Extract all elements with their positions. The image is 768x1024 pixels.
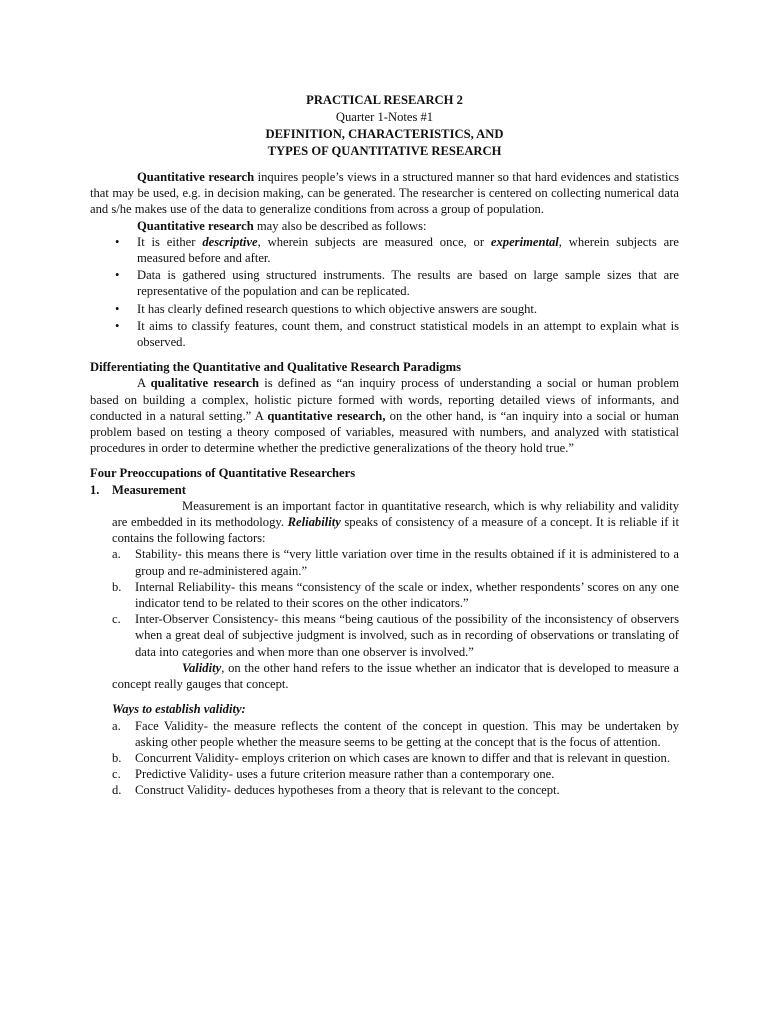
- description-paragraph: [90, 218, 679, 234]
- reliability-factors-list: [90, 546, 679, 659]
- list-marker: b.: [112, 750, 122, 765]
- measurement-text: Measurement is an important factor in quantitative research, which is why reliability and validity are embedded in its methodology.: [112, 498, 679, 530]
- intro-text: inquires people’s views in a structured manner so that hard evidences and statistics that may be used, e.g. in decision making, can be generated. The researcher is centered on collecting numerical data and s/he makes use of the data to generalize conditions from across a group of population.: [90, 170, 679, 217]
- document-heading-line-1: DEFINITION, CHARACTERISTICS, AND: [265, 127, 504, 141]
- list-text: Internal Reliability- this means “consistency of the scale or index, whether respondents’ scores on any one indicator tend to be related to their scores on the other indicators.”: [135, 579, 679, 611]
- term-reliability: Reliability: [287, 515, 341, 530]
- list-text: Concurrent Validity- employs criterion on which cases are known to differ and that is relevant in question.: [135, 750, 670, 765]
- document-header: [90, 92, 679, 160]
- list-item: [112, 718, 679, 750]
- list-item: [112, 546, 679, 578]
- bullet-text: , wherein subjects are measured before and after.: [137, 234, 679, 266]
- validity-text: , on the other hand refers to the issue whether an indicator that is developed to measure a concept really gauges that concept.: [112, 660, 679, 692]
- characteristics-list: [90, 234, 679, 350]
- list-item: [137, 234, 679, 266]
- measurement-body: [90, 498, 679, 547]
- list-item: • It aims to classify features, count them, and construct statistical models in an attempt to explain what is observed.: [137, 318, 679, 350]
- list-text: Face Validity- the measure reflects the content of the concept in question. This may be undertaken by asking other people whether the measure seems to be getting at the concept that is the focus of attention.: [135, 718, 679, 749]
- term-descriptive: descriptive: [202, 234, 258, 249]
- item-title: Measurement: [112, 482, 186, 497]
- list-marker: c.: [112, 612, 121, 627]
- paradigms-text: is defined as “an inquiry process of understanding a social or human problem based on building a complex, holistic picture formed with words, reporting detailed views of informants, and conducted in a natural setting.” A: [90, 376, 680, 423]
- list-marker: d.: [112, 783, 122, 798]
- list-marker: a.: [112, 718, 121, 733]
- term-qualitative: qualitative research: [150, 376, 259, 391]
- description-text: may also be described as follows:: [253, 218, 427, 233]
- preoccupations-heading: Four Preoccupations of Quantitative Researchers: [90, 466, 356, 481]
- validity-ways-heading: Ways to establish validity:: [112, 702, 246, 717]
- intro-paragraph: [90, 169, 679, 218]
- document-subtitle: Quarter 1-Notes #1: [335, 110, 434, 124]
- term-experimental: experimental: [490, 234, 559, 249]
- validity-ways-list: [90, 718, 679, 799]
- document-title: PRACTICAL RESEARCH 2: [306, 93, 463, 107]
- list-marker: a.: [112, 547, 121, 562]
- measurement-text: speaks of consistency of a measure of a concept. It is reliable if it contains the following factors:: [112, 515, 679, 546]
- item-number: 1.: [90, 482, 100, 497]
- list-item: [112, 611, 679, 660]
- list-item: [112, 579, 679, 611]
- bullet-text: , wherein subjects are measured once, or: [257, 234, 491, 249]
- measurement-paragraph: [112, 498, 679, 547]
- list-text: Construct Validity- deduces hypotheses from a theory that is relevant to the concept.: [135, 783, 560, 798]
- term-validity: Validity: [182, 660, 222, 675]
- list-item: • Data is gathered using structured instruments. The results are based on large sample sizes that are representative of the population and can be replicated.: [137, 267, 679, 299]
- intro-term: Quantitative research: [137, 170, 255, 184]
- description-term: Quantitative research: [137, 218, 254, 233]
- document-heading-line-2: TYPES OF QUANTITATIVE RESEARCH: [267, 144, 502, 158]
- measurement-heading: [90, 482, 679, 498]
- list-text: Stability- this means there is “very little variation over time in the results obtained if it is administered to a group and re-administered again.”: [135, 547, 679, 578]
- paradigms-paragraph: [90, 375, 679, 456]
- list-text: Predictive Validity- uses a future criterion measure rather than a contemporary one.: [135, 767, 555, 782]
- bullet-text: It is either: [137, 234, 203, 249]
- paradigms-text: A: [137, 376, 151, 391]
- validity-paragraph: [112, 660, 679, 692]
- list-item: • It has clearly defined research questions to which objective answers are sought.: [137, 301, 679, 317]
- list-item: [112, 782, 679, 798]
- paradigms-heading: Differentiating the Quantitative and Qualitative Research Paradigms: [90, 360, 462, 375]
- list-marker: b.: [112, 579, 122, 594]
- term-quantitative: quantitative research,: [267, 408, 386, 423]
- validity-body: [90, 660, 679, 692]
- list-item: [112, 766, 679, 782]
- paradigms-text: on the other hand, is “an inquiry into a social or human problem based on testing a theory composed of variables, measured with numbers, and analyzed with statistical procedures in order to determine whether the predictive generalizations of the theory hold true.”: [90, 408, 679, 456]
- list-marker: c.: [112, 767, 121, 782]
- list-text: Inter-Observer Consistency- this means “being cautious of the possibility of the inconsistency of observers when a great deal of subjective judgment is involved, such as in recording of observations or translating of data into categories and when more than one observer is involved.”: [135, 612, 679, 659]
- list-item: [112, 750, 679, 766]
